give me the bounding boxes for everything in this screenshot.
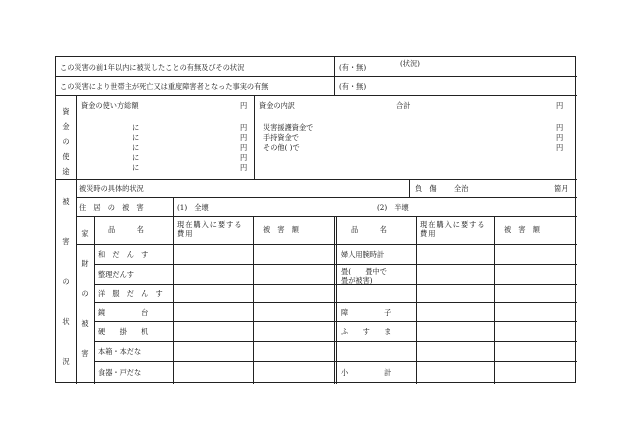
col-item-right: 品 名 bbox=[351, 225, 387, 234]
breakdown-relief: 災害援護資金で bbox=[263, 123, 314, 132]
yen: 円 bbox=[240, 101, 248, 110]
household-side-label: 家 財 の 被 害 bbox=[81, 229, 89, 358]
yen: 円 bbox=[556, 101, 564, 110]
yen: 円 bbox=[240, 163, 248, 172]
funds-side-label: 資 金 の 使 途 bbox=[62, 107, 70, 176]
damage-side-label: 被 害 の 状 況 bbox=[62, 197, 70, 366]
yen: 円 bbox=[240, 153, 248, 162]
injury-label: 負 傷 bbox=[415, 184, 437, 193]
ni-label: に bbox=[132, 143, 140, 152]
yen: 円 bbox=[556, 143, 564, 152]
col-cost-left: 現在購入に要する費用 bbox=[177, 220, 243, 238]
yen: 円 bbox=[240, 133, 248, 142]
breakdown-own: 手持資金で bbox=[263, 133, 299, 142]
col-item-left: 品 名 bbox=[108, 225, 144, 234]
item-bookshelf: 本箱・本だな bbox=[98, 347, 142, 356]
item-kyodai: 鏡 台 bbox=[98, 308, 149, 317]
col-cost-right: 現在購入に要する費用 bbox=[420, 220, 486, 238]
question-head-death: この災害により世帯主が死亡又は重度障害者となった事実の有無 bbox=[60, 82, 269, 91]
full-cure-label: 全治 bbox=[454, 184, 469, 193]
content-header: 資金の内訳 bbox=[259, 101, 295, 110]
use-total-header: 資金の使い方総額 bbox=[81, 101, 139, 110]
choice-prior-disaster: (有・無) bbox=[339, 63, 367, 72]
item-tatami: 畳( 畳中で 畳が被害) bbox=[341, 267, 387, 285]
total-label: 合計 bbox=[396, 101, 411, 110]
ni-label: に bbox=[132, 163, 140, 172]
house-damage-label: 住 居 の 被 害 bbox=[79, 203, 144, 212]
yen: 円 bbox=[240, 143, 248, 152]
yen: 円 bbox=[556, 123, 564, 132]
col-amount-left: 被 害 額 bbox=[263, 225, 299, 234]
item-yofukudansu: 洋 服 だ ん す bbox=[98, 289, 163, 298]
item-desk: 硬 掛 机 bbox=[98, 327, 149, 336]
relief-fund-application-form bbox=[55, 56, 576, 383]
item-shoji: 障 子 bbox=[341, 308, 392, 317]
item-subtotal: 小 計 bbox=[341, 368, 392, 377]
col-amount-right: 被 害 額 bbox=[504, 225, 540, 234]
choice-head-death: (有・無) bbox=[339, 82, 367, 91]
status-label: (状況) bbox=[400, 59, 420, 68]
breakdown-other: その他( )で bbox=[263, 143, 300, 152]
item-wadansu: 和 だ ん す bbox=[98, 250, 149, 259]
yen: 円 bbox=[240, 123, 248, 132]
item-cupboard: 食器・戸だな bbox=[98, 368, 142, 377]
specific-situation-label: 被災時の具体的状況 bbox=[79, 184, 144, 193]
months-label: 箇月 bbox=[554, 184, 569, 193]
yen: 円 bbox=[556, 133, 564, 142]
option-total-collapse: (1) 全壊 bbox=[177, 203, 209, 212]
option-half-collapse: (2) 半壊 bbox=[377, 203, 409, 212]
item-seiridansu: 整理だんす bbox=[98, 270, 134, 279]
item-watch: 婦人用腕時計 bbox=[341, 250, 385, 259]
ni-label: に bbox=[132, 123, 140, 132]
item-fusuma: ふ す ま bbox=[341, 327, 392, 336]
ni-label: に bbox=[132, 153, 140, 162]
ni-label: に bbox=[132, 133, 140, 142]
question-prior-disaster: この災害の前1年以内に被災したことの有無及びその状況 bbox=[60, 63, 245, 72]
